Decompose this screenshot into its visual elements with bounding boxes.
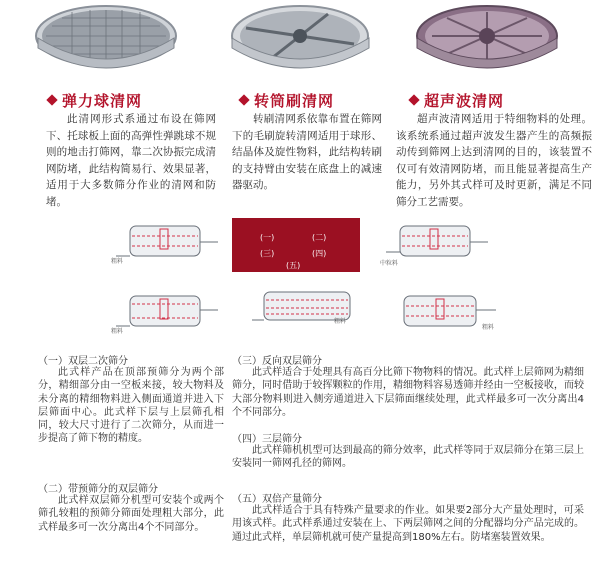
diagram-reverse-double-layer: 中粒料 [380, 222, 493, 267]
section-text-2: 此式样双层筛分机型可安装个或两个筛孔较粗的预筛分筛面处理粗大部分，此式样最多可一次分离出4个不同部分。 [38, 495, 224, 533]
section-heading-5: （五）双倍产量筛分 [232, 494, 322, 505]
rotary-brush-photo [228, 2, 373, 82]
diagram-triple-layer: 粗料 [250, 286, 363, 331]
feature-text-rotary-brush: 转刷清网系依靠布置在筛网下的毛刷旋转清网适用于球形、结晶体及旋性物料，此结构转刷的支持臂由安装在底盘上的减速器驱动。 [232, 113, 382, 191]
mode-selector-panel: (一) (二) (三) (四) (五) [232, 218, 360, 272]
diamond-bullet-icon [408, 94, 419, 105]
rubber-ball-screen-photo [32, 2, 180, 82]
ultrasonic-screen-photo [412, 2, 562, 82]
section-text-4: 此式样筛机机型可达到最高的筛分效率，此式样等同于双层筛分在第三层上安装同一筛网孔径的筛网。 [232, 445, 584, 470]
diagram-double-layer-secondary: 粗料 [110, 222, 223, 267]
section-heading-1: （一）双层二次筛分 [38, 356, 128, 367]
feature-title-ultrasonic: 超声波清网 [408, 90, 504, 110]
diamond-bullet-icon [46, 94, 57, 105]
diamond-bullet-icon [238, 94, 249, 105]
diagram-pre-screening: 粗料 [110, 292, 223, 337]
section-heading-4: （四）三层筛分 [232, 434, 302, 445]
feature-title-rubber-ball: 弹力球清网 [46, 90, 142, 110]
section-text-1: 此式样产品在顶部预筛分为两个部分，精细部分由一空板来接，较大物料及未分离的精细物料进入侧面通道并进入下层筛面中心。此式样下层与上层筛孔相同，较大尺寸进行了二次筛分，从而进一步提高了筛下物的精度。 [38, 367, 224, 445]
section-text-5: 此式样适合于具有特殊产量要求的作业。如果要2部分大产量处理时，可采用该式样。此式样系通过安装在上、下两层筛网之间的分配器均分产品完成的。通过此式样，单层筛机就可使产量提高到180%左右。防堵塞装置效果。 [232, 505, 584, 543]
section-heading-2: （二）带预筛分的双层筛分 [38, 484, 158, 495]
section-heading-3: （三）反向双层筛分 [232, 356, 322, 367]
feature-title-rotary-brush: 转筒刷清网 [238, 90, 334, 110]
feature-text-ultrasonic: 超声波清网适用于特细物料的处理。该系统系通过超声波发生器产生的高频振动传到筛网上达到清网的目的，该装置不仅可有效清网防堵，而且能显著提高生产能力，另外其式样可及时更新，满足不同筛分工艺需要。 [396, 113, 592, 208]
section-text-3: 此式样适合于处理具有高百分比筛下物物料的情况。此式样上层筛网为精细筛分，同时借助于较挥颗粒的作用，精细物料容易透筛并经由一空板接收，而较大部分物料则进入侧旁通道进入下层筛面继续处理，此式样最多可一次分离出4个不同部分。 [232, 367, 584, 418]
diagram-double-output: 粗料 [390, 292, 503, 337]
feature-text-rubber-ball: 此清网形式系通过布设在筛网下、托球板上面的高弹性弹跳球不规则的地击打筛网，靠二次协振完成清网防堵，此结构简易行、效果显著，适用于大多数筛分作业的清网和防堵。 [46, 113, 216, 208]
